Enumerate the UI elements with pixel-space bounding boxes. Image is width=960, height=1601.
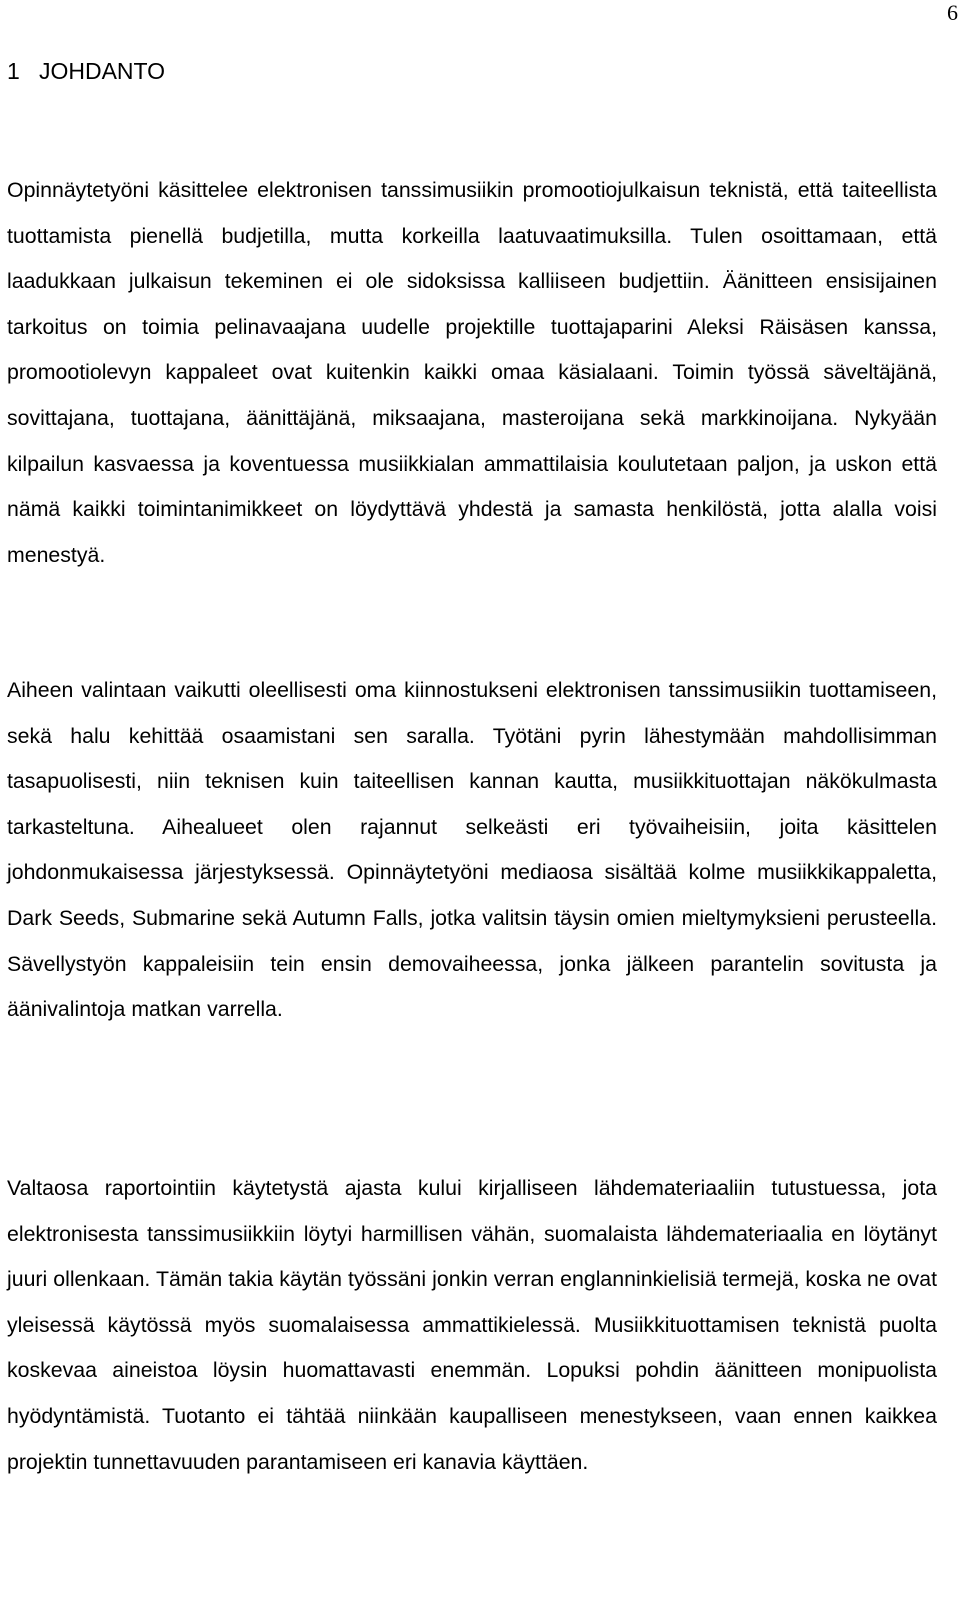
body-paragraph: Valtaosa raportointiin käytetystä ajasta kului kirjalliseen lähdemateriaaliin tutustuessa, jota elektronisesta tanssimusiikkiin löytyi harmillisen vähän, suomalaista lähdemateriaalia en löytänyt juuri ollenkaan. Tämän takia käytän työssäni jonkin verran englanninkielisiä termejä, koska ne ovat yleisessä käytössä myös suomalaisessa ammattikielessä. Musiikkituottamisen teknistä puolta koskevaa aineistoa löysin huomattavasti enemmän. Lopuksi pohdin äänitteen monipuolista hyödyntämistä. Tuotanto ei tähtää niinkään kaupalliseen menestykseen, vaan ennen kaikkea projektin tunnettavuuden parantamiseen eri kanavia käyttäen. [7,1176,937,1474]
chapter-number: 1 [7,58,20,84]
chapter-title: JOHDANTO [38,58,166,84]
body-paragraph: Opinnäytetyöni käsittelee elektronisen tanssimusiikin promootiojulkaisun teknistä, että taiteellista tuottamista pienellä budjetilla, mutta korkeilla laatuvaatimuksilla. Tulen osoittamaan, että laadukkaan julkaisun tekeminen ei ole sidoksissa kalliiseen budjettiin. Äänitteen ensisijainen tarkoitus on toimia pelinavaajana uudelle projektille tuottajaparini Aleksi Räisäsen kanssa, promootiolevyn kappaleet ovat kuitenkin kaikki omaa käsialaani. Toimin työssä säveltäjänä, sovittajana, tuottajana, äänittäjänä, miksaajana, masteroijana sekä markkinoijana. Nykyään kilpailun kasvaessa ja koventuessa musiikkialan ammattilaisia koulutetaan paljon, ja uskon että nämä kaikki toimintanimikkeet on löydyttävä yhdestä ja samasta henkilöstä, jotta alalla voisi menestyä. [7,178,937,567]
page-number: 6 [947,0,958,25]
chapter-heading [7,57,165,85]
body-paragraph: Aiheen valintaan vaikutti oleellisesti oma kiinnostukseni elektronisen tanssimusiikin tuottamiseen, sekä halu kehittää osaamistani sen saralla. Työtäni pyrin lähestymään mahdollisimman tasapuolisesti, niin teknisen kuin taiteellisen kannan kautta, musiikkituottajan näkökulmasta tarkasteltuna. Aihealueet olen rajannut selkeästi eri työvaiheisiin, joita käsittelen johdonmukaisessa järjestyksessä. Opinnäytetyöni mediaosa sisältää kolme musiikkikappaletta, Dark Seeds, Submarine sekä Autumn Falls, jotka valitsin täysin omien mieltymyksieni perusteella. Sävellystyön kappaleisiin tein ensin demovaiheessa, jonka jälkeen parantelin sovitusta ja äänivalintoja matkan varrella. [7,678,937,1022]
